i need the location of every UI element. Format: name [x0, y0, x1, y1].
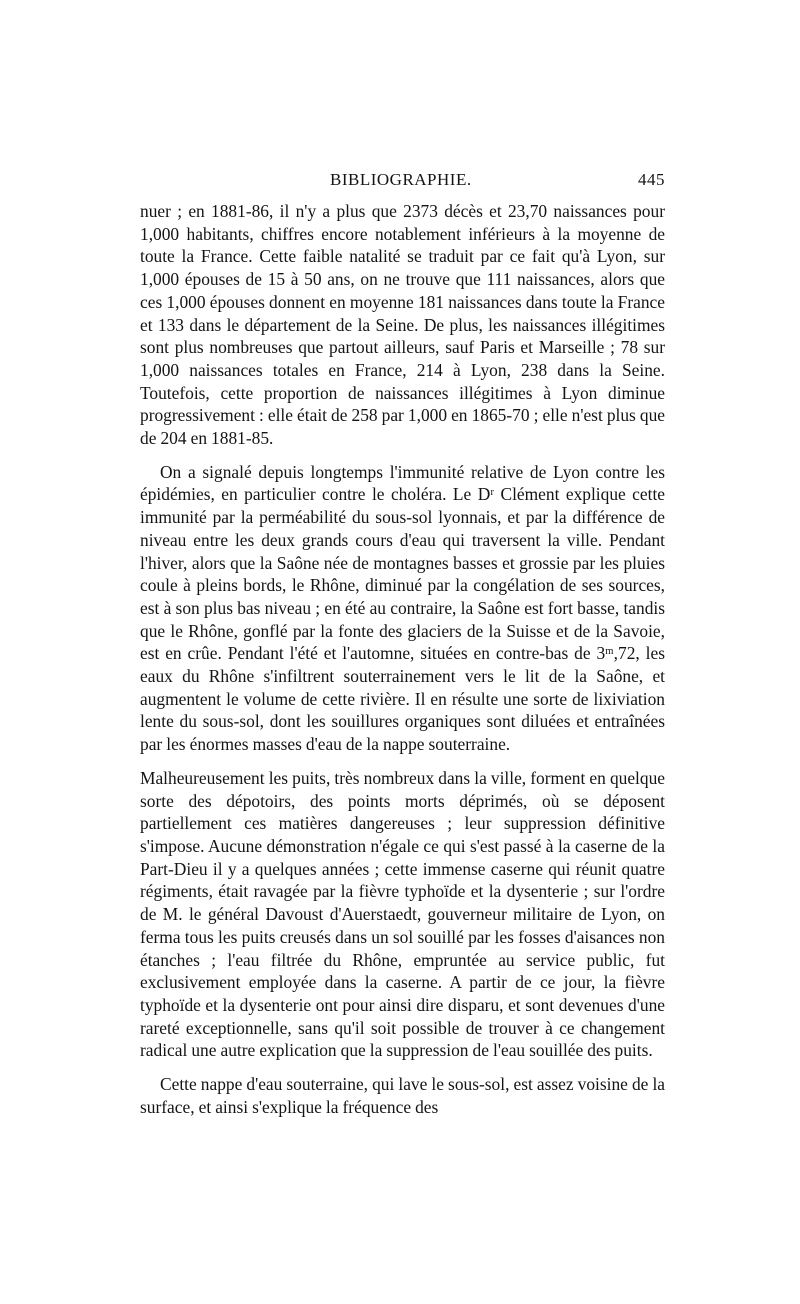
paragraph-wells: Malheureusement les puits, très nombreux dans la ville, forment en quelque sorte des dépotoirs, des points morts déprimés, où se déposent partiellement ces matières dangereuses ; leur suppression définitive s'impose. Aucune démonstration n'égale ce qui s'est passé à la caserne de la Part-Dieu il y a quelques années ; cette immense caserne qui réunit quatre régiments, était ravagée par la fièvre typhoïde et la dysenterie ; sur l'ordre de M. le général Davoust d'Auerstaedt, gouverneur militaire de Lyon, on ferma tous les puits creusés dans un sol souillé par les fosses d'aisances non étanches ; l'eau filtrée du Rhône, empruntée au service public, fut exclusivement employée dans la caserne. A partir de ce jour, la fièvre typhoïde et la dysenterie ont pour ainsi dire disparu, et sont devenues d'une rareté exceptionnelle, sans qu'il soit possible de trouver à ce changement radical une autre explication que la suppression de l'eau souillée des puits. [140, 767, 665, 1061]
paragraph-groundwater: Cette nappe d'eau souterraine, qui lave le sous-sol, est assez voisine de la surface, et ainsi s'explique la fréquence des [140, 1074, 665, 1117]
paragraph-immunity: On a signalé depuis longtemps l'immunité relative de Lyon contre les épidémies, en particulier contre le choléra. Le Dʳ Clément explique cette immunité par la perméabilité du sous-sol lyonnais, et par la différence de niveau entre les deux grands cours d'eau qui traversent la ville. Pendant l'hiver, alors que la Saône née de montagnes basses et grossie par les pluies coule à pleins bords, le Rhône, diminué par la congélation de ses sources, est à son plus bas niveau ; en été au contraire, la Saône est fort basse, tandis que le Rhône, gonflé par la fonte des glaciers de la Suisse et de la Savoie, est en crûe. Pendant l'été et l'automne, situées en contre-bas de 3ᵐ,72, les eaux du Rhône s'infiltrent souterrainement vers le lit de la Saône, et augmentent le volume de cette rivière. Il en résulte une sorte de lixiviation lente du sous-sol, dont les souillures organiques sont diluées et entraînées par les énormes masses d'eau de la nappe souterraine. [140, 461, 665, 755]
running-header [140, 170, 665, 192]
body-text [140, 200, 665, 1118]
running-title: BIBLIOGRAPHIE. [330, 170, 472, 189]
paragraph-continuation: nuer ; en 1881-86, il n'y a plus que 2373 décès et 23,70 naissances pour 1,000 habitants, chiffres encore notablement inférieurs à la moyenne de toute la France. Cette faible natalité se traduit par ce fait qu'à Lyon, sur 1,000 épouses de 15 à 50 ans, on ne trouve que 111 naissances, alors que ces 1,000 épouses donnent en moyenne 181 naissances dans toute la France et 133 dans le département de la Seine. De plus, les naissances illégitimes sont plus nombreuses que partout ailleurs, sauf Paris et Marseille ; 78 sur 1,000 naissances totales en France, 214 à Lyon, 238 dans la Seine. Toutefois, cette proportion de naissances illégitimes à Lyon diminue progressivement : elle était de 258 par 1,000 en 1865-70 ; elle n'est plus que de 204 en 1881-85. [140, 201, 665, 449]
page-number: 445 [638, 170, 665, 189]
